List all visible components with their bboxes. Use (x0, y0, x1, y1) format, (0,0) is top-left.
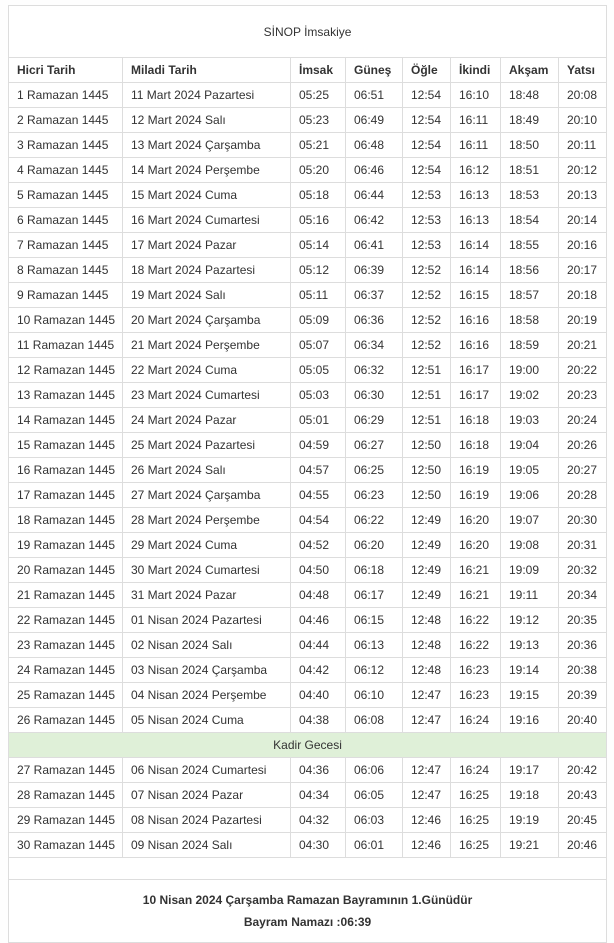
gunes-cell: 06:29 (346, 408, 403, 433)
yatsi-cell: 20:46 (559, 833, 607, 858)
gunes-cell: 06:03 (346, 808, 403, 833)
yatsi-cell: 20:21 (559, 333, 607, 358)
aksam-cell: 19:11 (501, 583, 559, 608)
yatsi-cell: 20:35 (559, 608, 607, 633)
table-row (9, 683, 607, 708)
yatsi-cell: 20:23 (559, 383, 607, 408)
yatsi-cell: 20:31 (559, 533, 607, 558)
aksam-cell: 19:03 (501, 408, 559, 433)
gunes-cell: 06:49 (346, 108, 403, 133)
ikindi-cell: 16:13 (451, 208, 501, 233)
imsak-cell: 04:40 (291, 683, 346, 708)
imsak-cell: 05:20 (291, 158, 346, 183)
aksam-cell: 19:04 (501, 433, 559, 458)
aksam-cell: 19:08 (501, 533, 559, 558)
miladi-tarih-cell: 21 Mart 2024 Perşembe (123, 333, 291, 358)
gunes-cell: 06:32 (346, 358, 403, 383)
ikindi-cell: 16:20 (451, 533, 501, 558)
yatsi-cell: 20:18 (559, 283, 607, 308)
title-row (9, 6, 607, 58)
ikindi-cell: 16:20 (451, 508, 501, 533)
aksam-cell: 19:14 (501, 658, 559, 683)
ogle-cell: 12:49 (403, 583, 451, 608)
aksam-cell: 19:16 (501, 708, 559, 733)
aksam-cell: 19:05 (501, 458, 559, 483)
miladi-tarih-cell: 16 Mart 2024 Cumartesi (123, 208, 291, 233)
hicri-tarih-cell: 4 Ramazan 1445 (9, 158, 123, 183)
gunes-cell: 06:22 (346, 508, 403, 533)
hicri-tarih-cell: 17 Ramazan 1445 (9, 483, 123, 508)
aksam-cell: 18:56 (501, 258, 559, 283)
hicri-tarih-cell: 29 Ramazan 1445 (9, 808, 123, 833)
column-header-hicri-tarih: Hicri Tarih (9, 58, 123, 83)
aksam-cell: 18:48 (501, 83, 559, 108)
gunes-cell: 06:42 (346, 208, 403, 233)
yatsi-cell: 20:30 (559, 508, 607, 533)
column-header-yatsi: Yatsı (559, 58, 607, 83)
gunes-cell: 06:41 (346, 233, 403, 258)
ogle-cell: 12:47 (403, 758, 451, 783)
ikindi-cell: 16:21 (451, 558, 501, 583)
yatsi-cell: 20:27 (559, 458, 607, 483)
table-row (9, 158, 607, 183)
ikindi-cell: 16:14 (451, 233, 501, 258)
ikindi-cell: 16:12 (451, 158, 501, 183)
hicri-tarih-cell: 23 Ramazan 1445 (9, 633, 123, 658)
ogle-cell: 12:54 (403, 108, 451, 133)
ogle-cell: 12:51 (403, 408, 451, 433)
table-row (9, 133, 607, 158)
imsak-cell: 04:38 (291, 708, 346, 733)
table-row (9, 258, 607, 283)
ogle-cell: 12:54 (403, 133, 451, 158)
imsak-cell: 04:36 (291, 758, 346, 783)
hicri-tarih-cell: 16 Ramazan 1445 (9, 458, 123, 483)
ogle-cell: 12:46 (403, 808, 451, 833)
hicri-tarih-cell: 22 Ramazan 1445 (9, 608, 123, 633)
ikindi-cell: 16:19 (451, 483, 501, 508)
imsakiye-table (8, 5, 607, 943)
hicri-tarih-cell: 25 Ramazan 1445 (9, 683, 123, 708)
column-header-ikindi: İkindi (451, 58, 501, 83)
ogle-cell: 12:49 (403, 558, 451, 583)
table-row (9, 533, 607, 558)
aksam-cell: 18:57 (501, 283, 559, 308)
yatsi-cell: 20:11 (559, 133, 607, 158)
table-row (9, 458, 607, 483)
gunes-cell: 06:44 (346, 183, 403, 208)
ikindi-cell: 16:24 (451, 758, 501, 783)
miladi-tarih-cell: 02 Nisan 2024 Salı (123, 633, 291, 658)
ikindi-cell: 16:15 (451, 283, 501, 308)
gunes-cell: 06:25 (346, 458, 403, 483)
ikindi-cell: 16:13 (451, 183, 501, 208)
gunes-cell: 06:39 (346, 258, 403, 283)
hicri-tarih-cell: 14 Ramazan 1445 (9, 408, 123, 433)
yatsi-cell: 20:28 (559, 483, 607, 508)
ogle-cell: 12:51 (403, 358, 451, 383)
aksam-cell: 19:00 (501, 358, 559, 383)
gunes-cell: 06:20 (346, 533, 403, 558)
table-row (9, 208, 607, 233)
gunes-cell: 06:37 (346, 283, 403, 308)
yatsi-cell: 20:40 (559, 708, 607, 733)
miladi-tarih-cell: 09 Nisan 2024 Salı (123, 833, 291, 858)
hicri-tarih-cell: 11 Ramazan 1445 (9, 333, 123, 358)
gunes-cell: 06:08 (346, 708, 403, 733)
table-row (9, 483, 607, 508)
ogle-cell: 12:52 (403, 258, 451, 283)
ogle-cell: 12:53 (403, 233, 451, 258)
imsak-cell: 04:32 (291, 808, 346, 833)
gunes-cell: 06:15 (346, 608, 403, 633)
column-header-ogle: Öğle (403, 58, 451, 83)
ogle-cell: 12:54 (403, 158, 451, 183)
ogle-cell: 12:47 (403, 683, 451, 708)
ogle-cell: 12:50 (403, 458, 451, 483)
aksam-cell: 19:07 (501, 508, 559, 533)
miladi-tarih-cell: 04 Nisan 2024 Perşembe (123, 683, 291, 708)
imsak-cell: 04:59 (291, 433, 346, 458)
yatsi-cell: 20:38 (559, 658, 607, 683)
miladi-tarih-cell: 07 Nisan 2024 Pazar (123, 783, 291, 808)
column-header-gunes: Güneş (346, 58, 403, 83)
ikindi-cell: 16:25 (451, 808, 501, 833)
gunes-cell: 06:30 (346, 383, 403, 408)
ogle-cell: 12:51 (403, 383, 451, 408)
column-header-aksam: Akşam (501, 58, 559, 83)
hicri-tarih-cell: 10 Ramazan 1445 (9, 308, 123, 333)
gunes-cell: 06:12 (346, 658, 403, 683)
ikindi-cell: 16:18 (451, 408, 501, 433)
table-row (9, 608, 607, 633)
ikindi-cell: 16:19 (451, 458, 501, 483)
yatsi-cell: 20:16 (559, 233, 607, 258)
ogle-cell: 12:49 (403, 533, 451, 558)
imsak-cell: 05:14 (291, 233, 346, 258)
column-header-row (9, 58, 607, 83)
table-row (9, 558, 607, 583)
gunes-cell: 06:48 (346, 133, 403, 158)
ogle-cell: 12:52 (403, 308, 451, 333)
ogle-cell: 12:52 (403, 333, 451, 358)
ikindi-cell: 16:16 (451, 333, 501, 358)
ogle-cell: 12:50 (403, 483, 451, 508)
table-row (9, 783, 607, 808)
miladi-tarih-cell: 18 Mart 2024 Pazartesi (123, 258, 291, 283)
table-row (9, 283, 607, 308)
miladi-tarih-cell: 25 Mart 2024 Pazartesi (123, 433, 291, 458)
spacer-row (9, 858, 607, 880)
table-row (9, 583, 607, 608)
hicri-tarih-cell: 18 Ramazan 1445 (9, 508, 123, 533)
spacer-cell (9, 858, 607, 880)
imsak-cell: 04:30 (291, 833, 346, 858)
yatsi-cell: 20:26 (559, 433, 607, 458)
yatsi-cell: 20:34 (559, 583, 607, 608)
miladi-tarih-cell: 17 Mart 2024 Pazar (123, 233, 291, 258)
imsak-cell: 05:16 (291, 208, 346, 233)
ikindi-cell: 16:23 (451, 683, 501, 708)
table-row (9, 408, 607, 433)
ikindi-cell: 16:14 (451, 258, 501, 283)
table-row (9, 708, 607, 733)
aksam-cell: 18:51 (501, 158, 559, 183)
aksam-cell: 19:15 (501, 683, 559, 708)
table-row (9, 833, 607, 858)
aksam-cell: 18:50 (501, 133, 559, 158)
gunes-cell: 06:10 (346, 683, 403, 708)
miladi-tarih-cell: 22 Mart 2024 Cuma (123, 358, 291, 383)
yatsi-cell: 20:19 (559, 308, 607, 333)
miladi-tarih-cell: 24 Mart 2024 Pazar (123, 408, 291, 433)
aksam-cell: 19:17 (501, 758, 559, 783)
hicri-tarih-cell: 15 Ramazan 1445 (9, 433, 123, 458)
hicri-tarih-cell: 13 Ramazan 1445 (9, 383, 123, 408)
aksam-cell: 18:55 (501, 233, 559, 258)
yatsi-cell: 20:42 (559, 758, 607, 783)
imsak-cell: 05:03 (291, 383, 346, 408)
imsak-cell: 05:18 (291, 183, 346, 208)
ogle-cell: 12:48 (403, 658, 451, 683)
gunes-cell: 06:05 (346, 783, 403, 808)
miladi-tarih-cell: 03 Nisan 2024 Çarşamba (123, 658, 291, 683)
gunes-cell: 06:06 (346, 758, 403, 783)
miladi-tarih-cell: 28 Mart 2024 Perşembe (123, 508, 291, 533)
hicri-tarih-cell: 19 Ramazan 1445 (9, 533, 123, 558)
gunes-cell: 06:01 (346, 833, 403, 858)
hicri-tarih-cell: 3 Ramazan 1445 (9, 133, 123, 158)
gunes-cell: 06:18 (346, 558, 403, 583)
ikindi-cell: 16:18 (451, 433, 501, 458)
ogle-cell: 12:48 (403, 633, 451, 658)
ogle-cell: 12:46 (403, 833, 451, 858)
ikindi-cell: 16:23 (451, 658, 501, 683)
aksam-cell: 18:58 (501, 308, 559, 333)
table-row (9, 358, 607, 383)
hicri-tarih-cell: 5 Ramazan 1445 (9, 183, 123, 208)
imsak-cell: 05:23 (291, 108, 346, 133)
miladi-tarih-cell: 05 Nisan 2024 Cuma (123, 708, 291, 733)
hicri-tarih-cell: 9 Ramazan 1445 (9, 283, 123, 308)
imsak-cell: 04:44 (291, 633, 346, 658)
gunes-cell: 06:17 (346, 583, 403, 608)
table-row (9, 333, 607, 358)
ikindi-cell: 16:24 (451, 708, 501, 733)
ikindi-cell: 16:11 (451, 108, 501, 133)
miladi-tarih-cell: 11 Mart 2024 Pazartesi (123, 83, 291, 108)
miladi-tarih-cell: 29 Mart 2024 Cuma (123, 533, 291, 558)
ogle-cell: 12:48 (403, 608, 451, 633)
imsak-cell: 05:11 (291, 283, 346, 308)
ogle-cell: 12:54 (403, 83, 451, 108)
imsak-cell: 05:07 (291, 333, 346, 358)
aksam-cell: 18:49 (501, 108, 559, 133)
bayram-namazi-time: Bayram Namazı :06:39 (243, 915, 372, 929)
imsak-cell: 05:12 (291, 258, 346, 283)
ogle-cell: 12:53 (403, 183, 451, 208)
miladi-tarih-cell: 12 Mart 2024 Salı (123, 108, 291, 133)
table-row (9, 633, 607, 658)
yatsi-cell: 20:08 (559, 83, 607, 108)
kadir-gecesi-row (9, 733, 607, 758)
aksam-cell: 19:19 (501, 808, 559, 833)
hicri-tarih-cell: 24 Ramazan 1445 (9, 658, 123, 683)
hicri-tarih-cell: 26 Ramazan 1445 (9, 708, 123, 733)
ogle-cell: 12:52 (403, 283, 451, 308)
ogle-cell: 12:50 (403, 433, 451, 458)
hicri-tarih-cell: 20 Ramazan 1445 (9, 558, 123, 583)
aksam-cell: 19:18 (501, 783, 559, 808)
yatsi-cell: 20:36 (559, 633, 607, 658)
aksam-cell: 18:53 (501, 183, 559, 208)
miladi-tarih-cell: 27 Mart 2024 Çarşamba (123, 483, 291, 508)
imsak-cell: 04:42 (291, 658, 346, 683)
gunes-cell: 06:34 (346, 333, 403, 358)
imsak-cell: 04:50 (291, 558, 346, 583)
ogle-cell: 12:49 (403, 508, 451, 533)
ogle-cell: 12:47 (403, 783, 451, 808)
imsak-cell: 04:57 (291, 458, 346, 483)
ikindi-cell: 16:16 (451, 308, 501, 333)
table-body (9, 83, 607, 858)
miladi-tarih-cell: 20 Mart 2024 Çarşamba (123, 308, 291, 333)
imsak-cell: 05:05 (291, 358, 346, 383)
page-title: SİNOP İmsakiye (9, 6, 607, 58)
gunes-cell: 06:13 (346, 633, 403, 658)
footer-cell (9, 880, 607, 943)
hicri-tarih-cell: 8 Ramazan 1445 (9, 258, 123, 283)
aksam-cell: 18:59 (501, 333, 559, 358)
table-row (9, 658, 607, 683)
table-row (9, 233, 607, 258)
kadir-gecesi-label: Kadir Gecesi (9, 733, 607, 758)
table-row (9, 433, 607, 458)
miladi-tarih-cell: 13 Mart 2024 Çarşamba (123, 133, 291, 158)
ikindi-cell: 16:11 (451, 133, 501, 158)
ikindi-cell: 16:22 (451, 608, 501, 633)
miladi-tarih-cell: 01 Nisan 2024 Pazartesi (123, 608, 291, 633)
imsak-cell: 04:48 (291, 583, 346, 608)
yatsi-cell: 20:43 (559, 783, 607, 808)
table-row (9, 183, 607, 208)
yatsi-cell: 20:10 (559, 108, 607, 133)
ikindi-cell: 16:10 (451, 83, 501, 108)
miladi-tarih-cell: 14 Mart 2024 Perşembe (123, 158, 291, 183)
hicri-tarih-cell: 6 Ramazan 1445 (9, 208, 123, 233)
column-header-imsak: İmsak (291, 58, 346, 83)
hicri-tarih-cell: 21 Ramazan 1445 (9, 583, 123, 608)
hicri-tarih-cell: 7 Ramazan 1445 (9, 233, 123, 258)
hicri-tarih-cell: 1 Ramazan 1445 (9, 83, 123, 108)
table-row (9, 383, 607, 408)
hicri-tarih-cell: 27 Ramazan 1445 (9, 758, 123, 783)
imsak-cell: 04:55 (291, 483, 346, 508)
imsak-cell: 04:54 (291, 508, 346, 533)
table-row (9, 808, 607, 833)
imsak-cell: 04:46 (291, 608, 346, 633)
table-row (9, 758, 607, 783)
gunes-cell: 06:23 (346, 483, 403, 508)
imsak-cell: 05:01 (291, 408, 346, 433)
imsak-cell: 05:09 (291, 308, 346, 333)
ikindi-cell: 16:21 (451, 583, 501, 608)
hicri-tarih-cell: 12 Ramazan 1445 (9, 358, 123, 383)
table-row (9, 108, 607, 133)
yatsi-cell: 20:24 (559, 408, 607, 433)
hicri-tarih-cell: 28 Ramazan 1445 (9, 783, 123, 808)
footer-row (9, 880, 607, 943)
imsak-cell: 05:25 (291, 83, 346, 108)
table-row (9, 508, 607, 533)
ikindi-cell: 16:25 (451, 833, 501, 858)
hicri-tarih-cell: 30 Ramazan 1445 (9, 833, 123, 858)
aksam-cell: 19:21 (501, 833, 559, 858)
gunes-cell: 06:46 (346, 158, 403, 183)
gunes-cell: 06:36 (346, 308, 403, 333)
miladi-tarih-cell: 30 Mart 2024 Cumartesi (123, 558, 291, 583)
aksam-cell: 18:54 (501, 208, 559, 233)
aksam-cell: 19:09 (501, 558, 559, 583)
yatsi-cell: 20:13 (559, 183, 607, 208)
aksam-cell: 19:13 (501, 633, 559, 658)
gunes-cell: 06:51 (346, 83, 403, 108)
table-row (9, 308, 607, 333)
yatsi-cell: 20:32 (559, 558, 607, 583)
miladi-tarih-cell: 06 Nisan 2024 Cumartesi (123, 758, 291, 783)
yatsi-cell: 20:14 (559, 208, 607, 233)
ikindi-cell: 16:22 (451, 633, 501, 658)
yatsi-cell: 20:17 (559, 258, 607, 283)
yatsi-cell: 20:45 (559, 808, 607, 833)
ogle-cell: 12:53 (403, 208, 451, 233)
miladi-tarih-cell: 31 Mart 2024 Pazar (123, 583, 291, 608)
aksam-cell: 19:02 (501, 383, 559, 408)
aksam-cell: 19:12 (501, 608, 559, 633)
yatsi-cell: 20:39 (559, 683, 607, 708)
column-header-miladi-tarih: Miladi Tarih (123, 58, 291, 83)
bayram-note: 10 Nisan 2024 Çarşamba Ramazan Bayramının 1.Günüdür (142, 893, 473, 907)
ogle-cell: 12:47 (403, 708, 451, 733)
yatsi-cell: 20:12 (559, 158, 607, 183)
table-row (9, 83, 607, 108)
gunes-cell: 06:27 (346, 433, 403, 458)
aksam-cell: 19:06 (501, 483, 559, 508)
miladi-tarih-cell: 08 Nisan 2024 Pazartesi (123, 808, 291, 833)
ikindi-cell: 16:17 (451, 383, 501, 408)
ikindi-cell: 16:25 (451, 783, 501, 808)
imsak-cell: 04:52 (291, 533, 346, 558)
yatsi-cell: 20:22 (559, 358, 607, 383)
ikindi-cell: 16:17 (451, 358, 501, 383)
miladi-tarih-cell: 15 Mart 2024 Cuma (123, 183, 291, 208)
miladi-tarih-cell: 23 Mart 2024 Cumartesi (123, 383, 291, 408)
miladi-tarih-cell: 26 Mart 2024 Salı (123, 458, 291, 483)
miladi-tarih-cell: 19 Mart 2024 Salı (123, 283, 291, 308)
hicri-tarih-cell: 2 Ramazan 1445 (9, 108, 123, 133)
imsak-cell: 05:21 (291, 133, 346, 158)
imsak-cell: 04:34 (291, 783, 346, 808)
